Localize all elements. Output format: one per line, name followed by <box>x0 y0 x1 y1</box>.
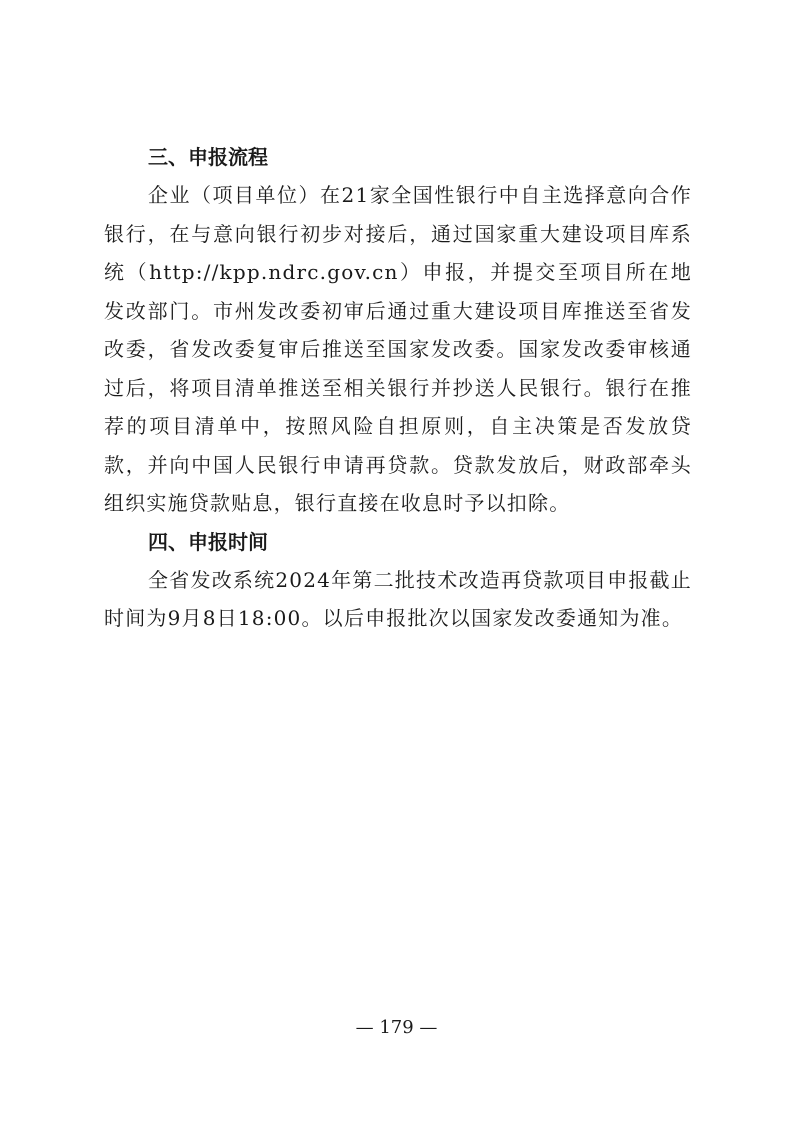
section-heading-time: 四、申报时间 <box>148 529 268 554</box>
page-number: — 179 — <box>355 1017 438 1038</box>
section-heading-process: 三、申报流程 <box>148 145 268 169</box>
page-content <box>104 138 692 638</box>
section-paragraph-time: 全省发改系统2024年第二批技术改造再贷款项目申报截止时间为9月8日18:00。以后申报批次以国家发改委通知为准。 <box>104 567 692 630</box>
section-paragraph-process: 企业（项目单位）在21家全国性银行中自主选择意向合作银行，在与意向银行初步对接后，通过国家重大建设项目库系统（http://kpp.ndrc.gov.cn）申报，并提交至项目所在地发改部门。市州发改委初审后通过重大建设项目库推送至省发改委，省发改委复审后推送至国家发改委。国家发改委审核通过后，将项目清单推送至相关银行并抄送人民银行。银行在推荐的项目清单中，按照风险自担原则，自主决策是否发放贷款，并向中国人民银行申请再贷款。贷款发放后，财政部牵头组织实施贷款贴息，银行直接在收息时予以扣除。 <box>104 183 692 515</box>
